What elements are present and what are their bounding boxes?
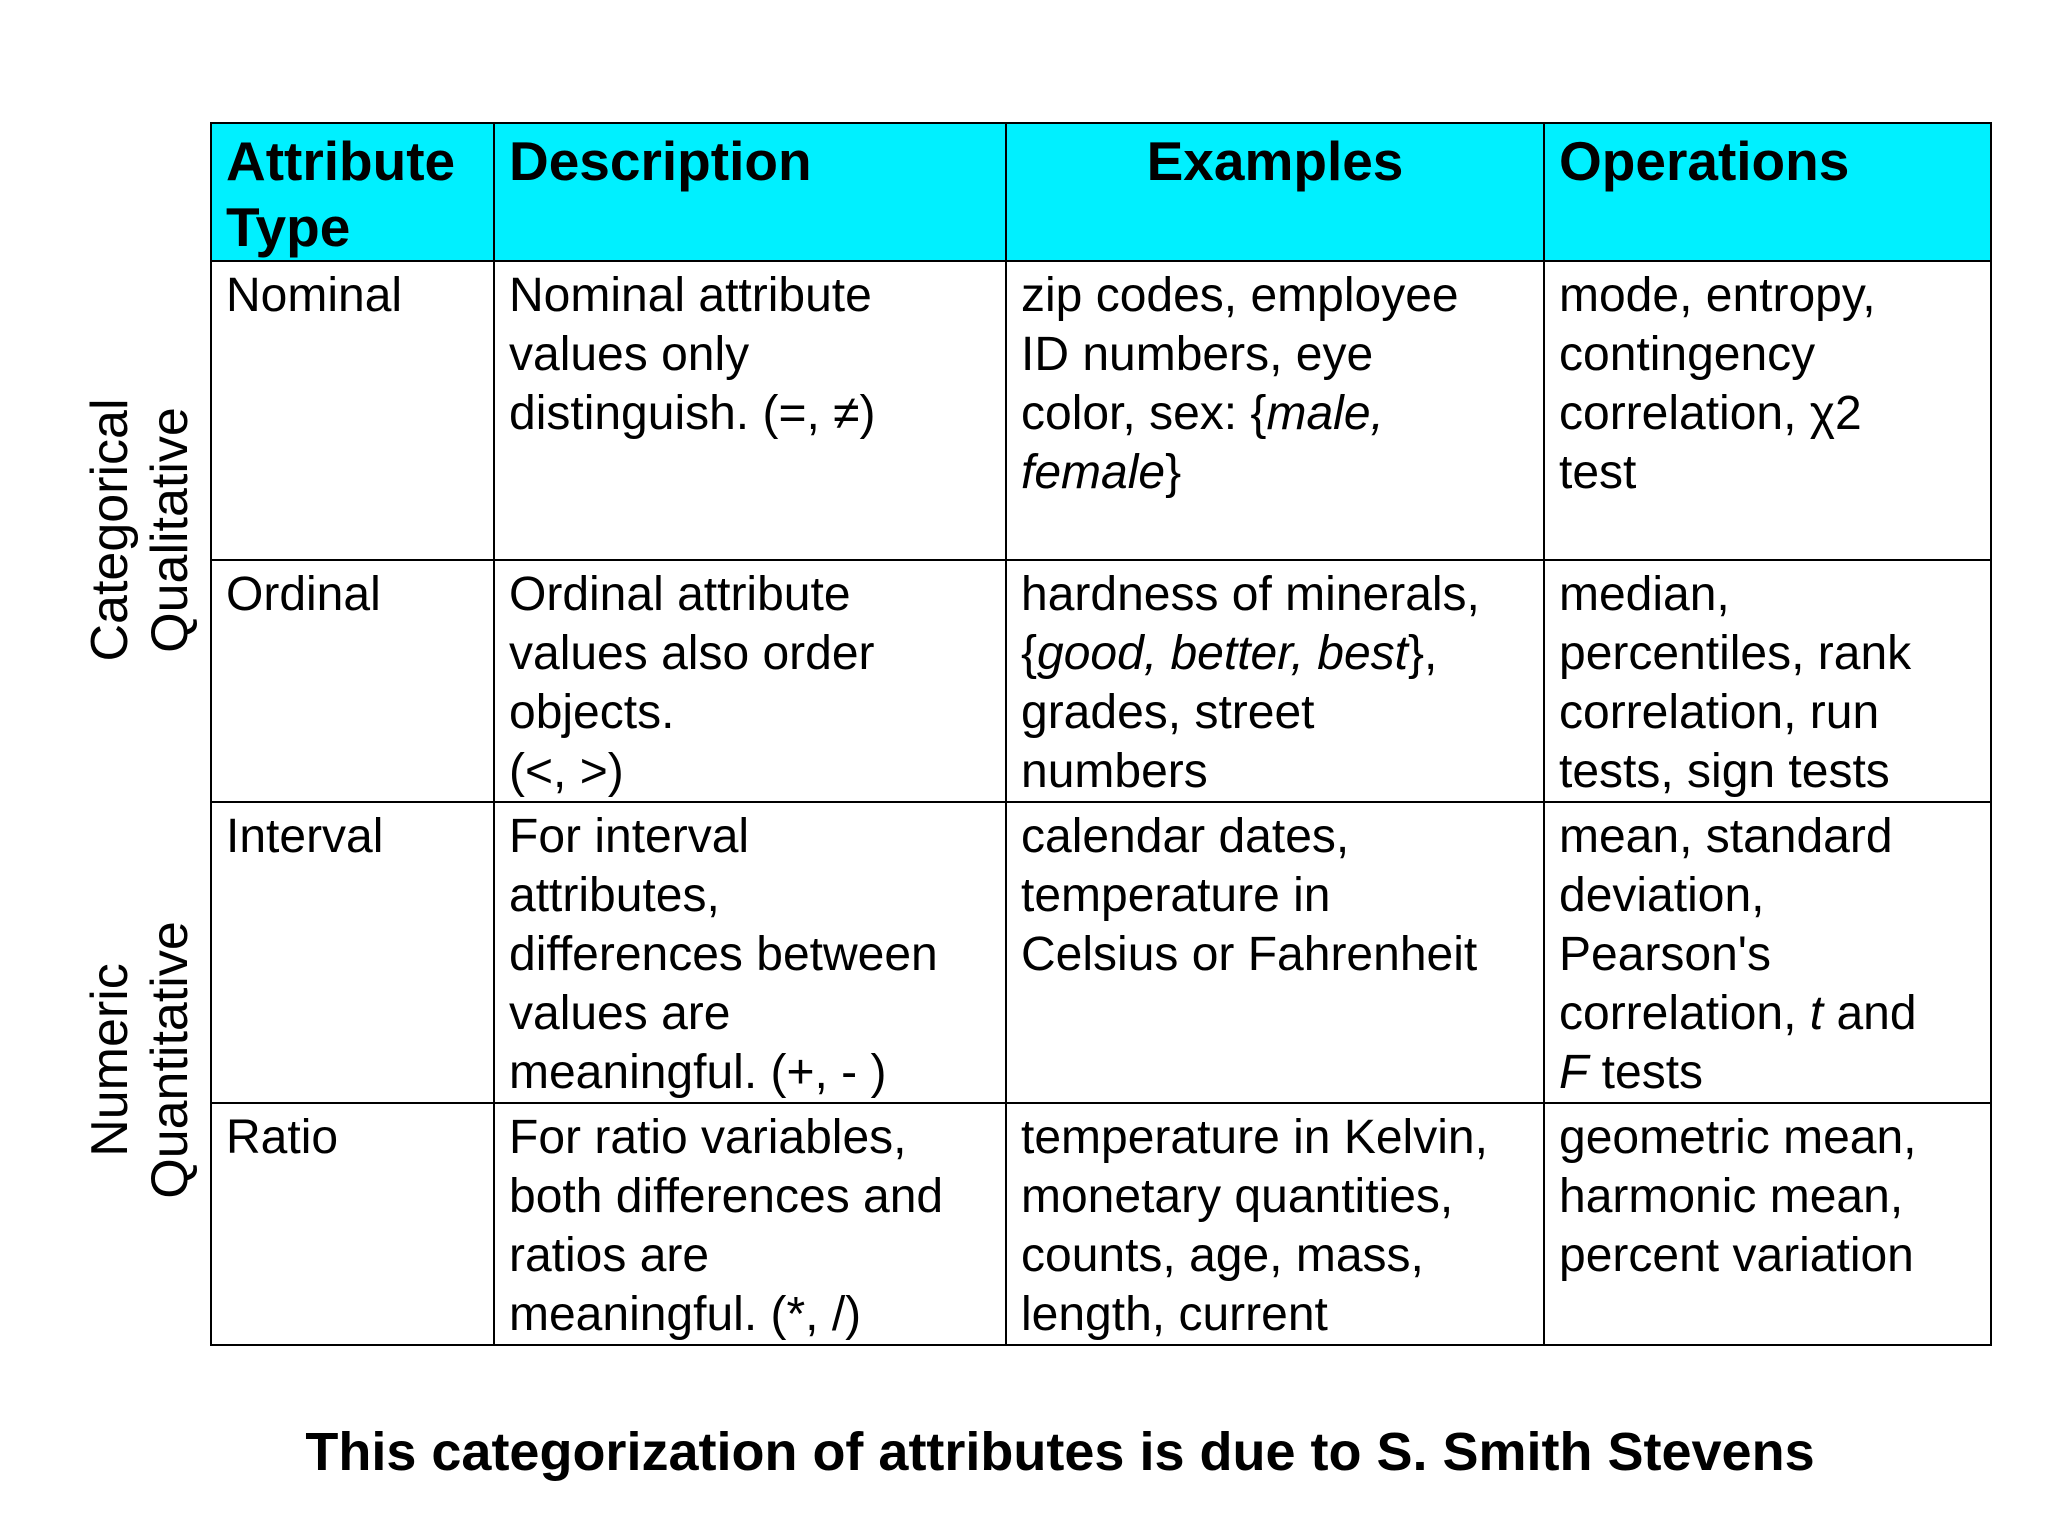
table-row-ratio — [211, 1103, 1991, 1345]
cell-type-ratio: Ratio — [211, 1103, 494, 1345]
group-label-qualitative: Qualitative — [141, 407, 199, 653]
description-line: For interval — [509, 810, 750, 863]
group-label-categorical: Categorical — [81, 398, 139, 662]
cell-operations-interval: mean, standard deviation, Pearson's correlation, t and F tests — [1544, 802, 1991, 1103]
cell-operations-ratio — [1544, 1103, 1991, 1345]
description-line: values are — [509, 987, 731, 1040]
cell-operations-nominal — [1544, 261, 1991, 560]
operations-line: contingency — [1559, 328, 1816, 381]
description-line: (<, >) — [509, 745, 624, 798]
cell-type-interval: Interval — [211, 802, 494, 1103]
table-row-nominal — [211, 261, 1991, 560]
table-row-interval — [211, 802, 1991, 1103]
cell-description-ordinal — [494, 560, 1006, 802]
cell-examples-nominal: zip codes, employee ID numbers, eye color, sex: {male, female} — [1006, 261, 1544, 560]
cell-type-nominal: Nominal — [211, 261, 494, 560]
operations-line: percent variation — [1559, 1229, 1914, 1282]
description-line: Nominal attribute — [509, 269, 872, 322]
operations-line: correlation, run — [1559, 686, 1880, 739]
description-line: For ratio variables, — [509, 1111, 907, 1164]
header-description: Description — [494, 123, 1006, 261]
header-attribute-type-line-2: Type — [226, 196, 351, 258]
header-examples: Examples — [1006, 123, 1544, 261]
description-line: attributes, — [509, 869, 720, 922]
header-attribute-type — [211, 123, 494, 261]
cell-description-nominal — [494, 261, 1006, 560]
caption: This categorization of attributes is due to S. Smith Stevens — [305, 1422, 1815, 1482]
table-row-ordinal — [211, 560, 1991, 802]
description-line: meaningful. (*, /) — [509, 1288, 862, 1341]
cell-type-ordinal: Ordinal — [211, 560, 494, 802]
description-line: ratios are — [509, 1229, 710, 1282]
group-label-numeric: Numeric — [81, 963, 139, 1157]
description-line: Ordinal attribute — [509, 568, 851, 621]
description-line: meaningful. (+, - ) — [509, 1046, 887, 1099]
operations-line: mode, entropy, — [1559, 269, 1876, 322]
operations-line: percentiles, rank — [1559, 627, 1912, 680]
attribute-types-table — [210, 122, 1992, 1346]
operations-line: test — [1559, 446, 1637, 499]
cell-description-ratio — [494, 1103, 1006, 1345]
description-line: both differences and — [509, 1170, 944, 1223]
description-line: objects. — [509, 686, 675, 739]
description-line: differences between — [509, 928, 938, 981]
header-operations: Operations — [1544, 123, 1991, 261]
operations-line: median, — [1559, 568, 1730, 621]
operations-line: harmonic mean, — [1559, 1170, 1904, 1223]
operations-line: correlation, χ2 — [1559, 387, 1862, 440]
cell-examples-ratio: temperature in Kelvin, monetary quantities, counts, age, mass, length, current — [1006, 1103, 1544, 1345]
operations-line: tests, sign tests — [1559, 745, 1890, 798]
cell-description-interval — [494, 802, 1006, 1103]
description-line: distinguish. (=, ≠) — [509, 387, 876, 440]
cell-operations-ordinal — [1544, 560, 1991, 802]
cell-examples-interval: calendar dates, temperature in Celsius or Fahrenheit — [1006, 802, 1544, 1103]
cell-examples-ordinal: hardness of minerals, {good, better, best}, grades, street numbers — [1006, 560, 1544, 802]
group-label-quantitative: Quantitative — [141, 921, 199, 1199]
header-attribute-type-line-1: Attribute — [226, 130, 456, 192]
operations-line: geometric mean, — [1559, 1111, 1917, 1164]
table-header-row — [211, 123, 1991, 261]
description-line: values only — [509, 328, 750, 381]
description-line: values also order — [509, 627, 875, 680]
